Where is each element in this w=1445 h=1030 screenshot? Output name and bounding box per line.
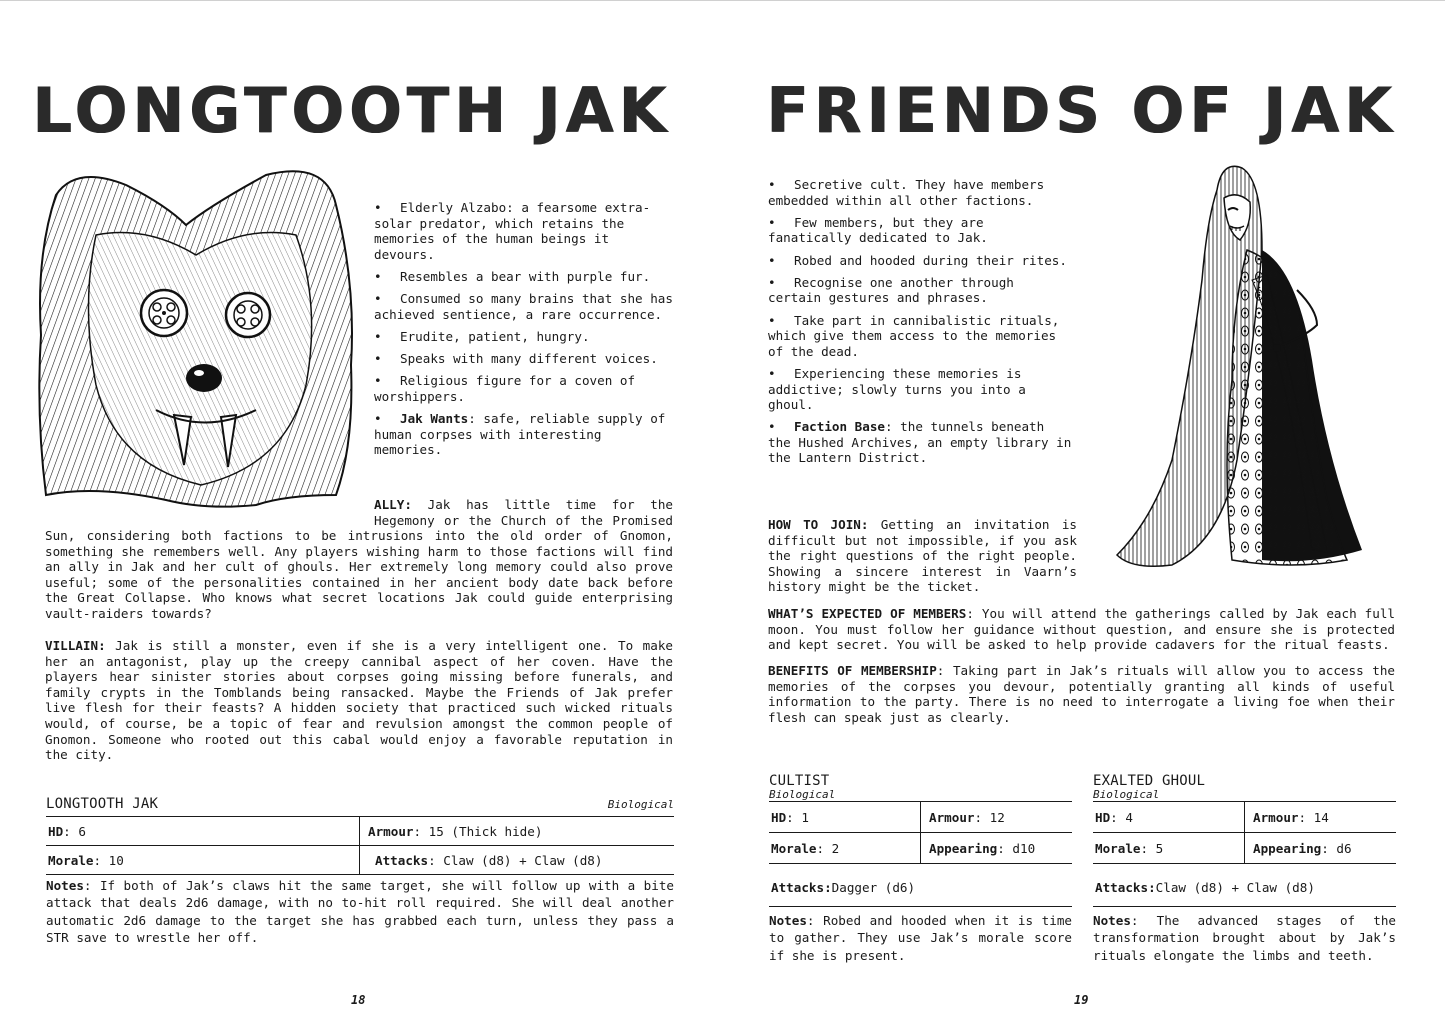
left-eye-icon [141, 290, 187, 336]
statblock-exalted-ghoul [1093, 773, 1396, 973]
table-row [46, 816, 674, 845]
list-item: • Secretive cult. They have members embedded within all other factions. [768, 177, 1045, 208]
armour-cell: Armour : 12 [929, 809, 1005, 825]
table-row-end [1093, 863, 1396, 864]
alzabo-illustration [36, 165, 358, 510]
statblock-notes: Notes: The advanced stages of the transformation brought about by Jak’s rituals elongate the limbs and teeth. [1093, 913, 1396, 963]
column-divider [1244, 833, 1245, 863]
hd-cell: HD : 6 [48, 823, 86, 839]
column-divider [359, 846, 360, 874]
attacks-cell: Attacks : Claw (d8) + Claw (d8) [375, 852, 603, 868]
expected-paragraph: WHAT’S EXPECTED OF MEMBERS: You will attend the gatherings called by Jak each full moon. You must follow her guidance without question, and ensure she is protected and kept secret. You will be asked to help provide cadavers for the ritual feasts. [768, 606, 1395, 653]
list-item: • Recognise one another through certain gestures and phrases. [768, 274, 1014, 306]
list-item: • Elderly Alzabo: a fearsome extra-solar predator, which retains the memories of the human beings it devours. [374, 200, 651, 262]
list-item: • Erudite, patient, hungry. [374, 328, 590, 344]
list-item: • Consumed so many brains that she has achieved sentience, a rare occurrence. [374, 291, 673, 322]
benefits-paragraph: BENEFITS OF MEMBERSHIP: Taking part in Jak’s rituals will allow you to access the memories of the corpses you devour, potentially granting all kinds of useful information to the party. There is no need to interrogate a living foe when their flesh can speak just as clearly. [768, 663, 1396, 725]
hd-cell: HD : 4 [1095, 809, 1133, 825]
appearing-cell: Appearing : d6 [1253, 840, 1352, 856]
list-item: • Speaks with many different voices. [374, 351, 658, 367]
list-item: • Faction Base: the tunnels beneath the Hushed Archives, an empty library in the Lantern District. [768, 419, 1072, 466]
top-border [0, 0, 1445, 1]
attacks-line: Attacks: Dagger (d6) [771, 879, 916, 895]
how-to-join-paragraph: HOW TO JOIN: Getting an invitation is difficult but not impossible, if you ask the right questions of the right people. Showing a sincere interest in Vaarn’s history might be the ticket. [768, 517, 1077, 595]
list-item: • Jak Wants: safe, reliable supply of human corpses with interesting memories. [374, 411, 666, 458]
column-divider [359, 817, 360, 845]
armour-cell: Armour : 15 (Thick hide) [368, 823, 543, 839]
table-row [769, 801, 1072, 832]
statblock-type: Biological [769, 788, 836, 801]
list-item: • Resembles a bear with purple fur. [374, 268, 651, 284]
ally-paragraph: Sun, considering both factions to be intrusions into the old order of Gnomon, something she remembers well. Any players wishing harm to those factions will find an ally in Jak and her cult of ghouls. Her extremely long memory could also prove useful; some of the personalities contained in her ancient body date back before the Great Collapse. Who knows what secret locations Jak could guide enterprising vault-raiders towards? [45, 528, 673, 621]
statblock-type: Biological [1093, 788, 1160, 801]
table-row [1093, 832, 1396, 863]
list-item: • Experiencing these memories is addictive; slowly turns you into a ghoul. [768, 365, 1026, 413]
list-item: • Take part in cannibalistic rituals, which give them access to the memories of the dead. [768, 312, 1060, 359]
column-divider [920, 833, 921, 863]
statblock-notes: Notes: If both of Jak’s claws hit the same target, she will follow up with a bite attack that deals 2d6 damage, with no to-hit roll required. She will deal another automatic 2d6 damage to the target she has grabbed each turn, unless they pass a STR save to wrestle her off. [46, 878, 674, 945]
statblock-notes: Notes: Robed and hooded when it is time to gather. They use Jak’s morale score if she is present. [769, 913, 1072, 963]
morale-cell: Morale : 10 [48, 852, 124, 868]
column-divider [1244, 802, 1245, 832]
statblock-longtooth-jak [46, 796, 674, 956]
left-bullet-list [374, 200, 674, 464]
statblock-name: CULTIST [769, 773, 830, 789]
hd-cell: HD : 1 [771, 809, 809, 825]
table-row [46, 845, 674, 874]
ally-paragraph-start: ALLY: Jak has little time for the Hegemony or the Church of the Promised [374, 497, 673, 528]
table-row-end [769, 906, 1072, 907]
table-row [1093, 801, 1396, 832]
attacks-line: Attacks: Claw (d8) + Claw (d8) [1095, 879, 1315, 895]
armour-cell: Armour : 14 [1253, 809, 1329, 825]
table-row-end [1093, 906, 1396, 907]
morale-cell: Morale : 2 [771, 840, 840, 856]
column-divider [920, 802, 921, 832]
statblock-name: EXALTED GHOUL [1093, 773, 1206, 789]
list-item: • Few members, but they are fanatically dedicated to Jak. [768, 214, 988, 246]
right-bullet-list [768, 177, 1074, 473]
page-number-left: 18 [351, 993, 366, 1007]
right-eye-icon [226, 293, 270, 337]
table-row-end [769, 863, 1072, 864]
morale-cell: Morale : 5 [1095, 840, 1164, 856]
page-title-left: LONGTOOTH JAK [32, 74, 672, 147]
page-title-right: FRIENDS OF JAK [766, 74, 1397, 147]
statblock-cultist [769, 773, 1072, 973]
list-item: • Robed and hooded during their rites. [768, 252, 1067, 268]
table-row [769, 832, 1072, 863]
statblock-name: LONGTOOTH JAK [46, 796, 159, 812]
statblock-type: Biological [607, 798, 674, 811]
villain-paragraph: VILLAIN: Jak is still a monster, even if she is a very intelligent one. To make her an antagonist, play up the creepy cannibal aspect of her coven. Have the players hear sinister stories about corpses going missing before funerals, and family crypts in the Tomblands being ransacked. Maybe the Friends of Jak prefer live flesh for their feasts? A hidden society that practiced such wicked rituals would, of course, be a topic of fear and revulsion amongst the common people of Gnomon. Someone who rooted out this cabal would enjoy a favorable reputation in the city. [45, 638, 673, 763]
page-number-right: 19 [1074, 993, 1089, 1007]
list-item: • Religious figure for a coven of worshippers. [374, 373, 636, 404]
appearing-cell: Appearing : d10 [929, 840, 1036, 856]
table-row-end [46, 874, 674, 875]
cultist-illustration [1112, 160, 1372, 572]
